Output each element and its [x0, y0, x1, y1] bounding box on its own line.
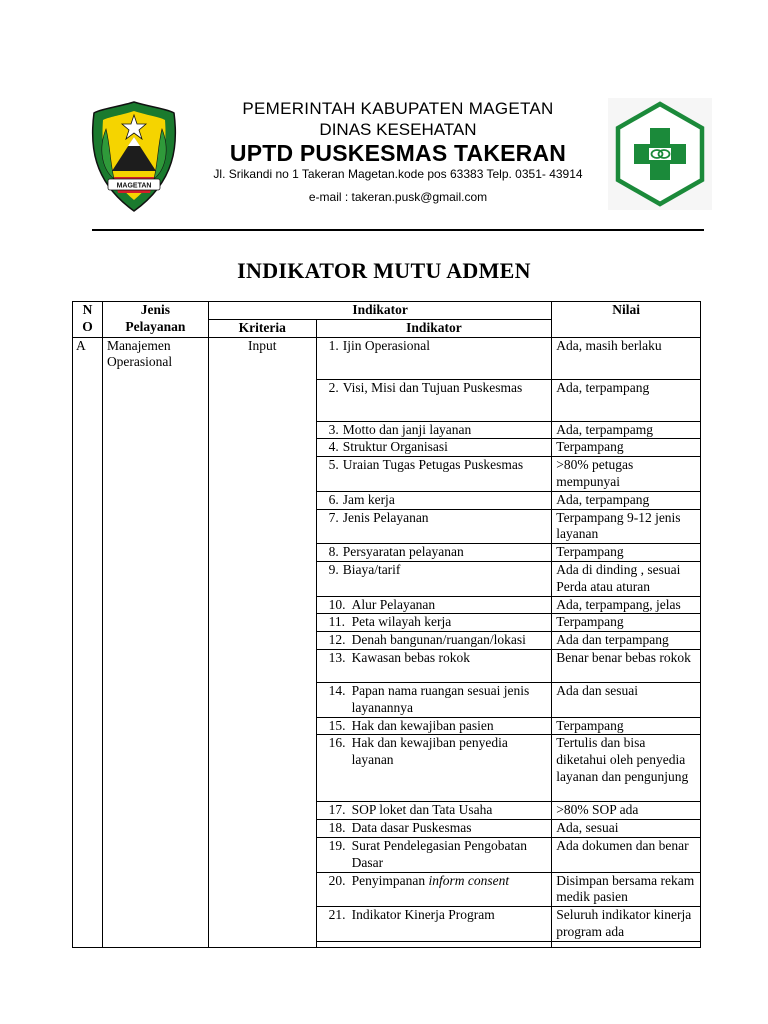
value-cell: Terpampang 9-12 jenis layanan — [552, 509, 701, 544]
table-row — [73, 337, 701, 379]
indicator-number: 11. — [328, 614, 345, 630]
value-cell: Ada dan sesuai — [552, 682, 701, 717]
indicator-cell — [316, 837, 552, 872]
indicator-text: Peta wilayah kerja — [351, 614, 452, 630]
value-cell: Ada di dinding , sesuai Perda atau aturan — [552, 561, 701, 596]
puskesmas-cross-logo-icon — [608, 98, 712, 210]
indicator-text: Hak dan kewajiban pasien — [351, 717, 494, 733]
header-indikator: Indikator — [316, 319, 552, 337]
indicator-number: 16. — [328, 735, 346, 751]
value-cell: Terpampang — [552, 439, 701, 457]
indicator-cell — [316, 457, 552, 492]
indicator-text: Penyimpanan inform consent — [351, 872, 510, 888]
indicator-cell — [316, 802, 552, 820]
indicator-cell — [316, 872, 552, 907]
value-cell: Tertulis dan bisa diketahui oleh penyedia layanan dan pengunjung — [552, 735, 701, 802]
indicator-cell — [316, 491, 552, 509]
indicator-cell — [316, 907, 552, 942]
email-line: e-mail : takeran.pusk@gmail.com — [308, 190, 488, 204]
indicator-cell — [316, 379, 552, 421]
indicator-text: Visi, Misi dan Tujuan Puskesmas — [342, 379, 523, 395]
indicator-cell — [316, 649, 552, 682]
value-cell: Disimpan bersama rekam medik pasien — [552, 872, 701, 907]
indicator-text: Uraian Tugas Petugas Puskesmas — [342, 457, 524, 473]
indicator-cell — [316, 717, 552, 735]
organization-name: UPTD PUSKESMAS TAKERAN — [229, 140, 567, 166]
indicator-text: Jam kerja — [342, 491, 395, 507]
indicator-cell — [316, 544, 552, 562]
header-no: N O — [73, 302, 103, 338]
indicator-text: Motto dan janji layanan — [342, 421, 472, 437]
indicator-text: Kawasan bebas rokok — [351, 649, 471, 665]
value-cell: Terpampang — [552, 717, 701, 735]
indicator-cell — [316, 632, 552, 650]
value-cell: Benar benar bebas rokok — [552, 649, 701, 682]
magetan-regency-emblem-icon — [88, 99, 180, 214]
indicator-number: 1. — [328, 337, 339, 353]
indicator-number: 18. — [328, 820, 346, 836]
indicator-number: 14. — [328, 682, 346, 698]
empty-cell — [316, 941, 552, 947]
header-jenis-pelayanan: Jenis Pelayanan — [102, 302, 208, 338]
indicator-number: 5. — [328, 457, 339, 473]
value-cell: Ada, terpampang, jelas — [552, 596, 701, 614]
indicator-number: 2. — [328, 379, 339, 395]
indicator-number: 13. — [328, 649, 346, 665]
indicator-cell — [316, 614, 552, 632]
section-number: A — [73, 337, 103, 947]
indicator-cell — [316, 421, 552, 439]
government-name: PEMERINTAH KABUPATEN MAGETAN — [242, 99, 554, 118]
indicator-cell — [316, 509, 552, 544]
indicator-text: Alur Pelayanan — [351, 596, 436, 612]
indicator-text: Surat Pendelegasian Pengobatan Dasar — [351, 837, 528, 870]
indicator-cell — [316, 439, 552, 457]
indicator-table-wrapper — [72, 301, 701, 948]
indicator-text: Ijin Operasional — [342, 337, 431, 353]
indicator-number: 21. — [328, 907, 346, 923]
value-cell: Ada, terpampang — [552, 379, 701, 421]
indicator-italic-term: inform consent — [428, 872, 510, 888]
address-line: Jl. Srikandi no 1 Takeran Magetan.kode pos 63383 Telp. 0351- 43914 — [213, 167, 583, 181]
indicator-text: Indikator Kinerja Program — [351, 907, 495, 923]
indicator-number: 7. — [328, 509, 339, 525]
value-cell: Ada, sesuai — [552, 820, 701, 838]
indicator-number: 12. — [328, 632, 346, 648]
indicator-text: Struktur Organisasi — [342, 439, 448, 455]
indicator-text: Biaya/tarif — [342, 561, 401, 577]
indicator-cell — [316, 337, 552, 379]
indicator-cell — [316, 820, 552, 838]
indicator-number: 20. — [328, 872, 346, 888]
indicator-text: Hak dan kewajiban penyedia layanan — [351, 735, 508, 768]
indicator-number: 6. — [328, 491, 339, 507]
indicator-cell — [316, 561, 552, 596]
indicator-text: Persyaratan pelayanan — [342, 544, 464, 560]
indicator-text: Papan nama ruangan sesuai jenis layanannya — [351, 682, 530, 715]
header-kriteria: Kriteria — [208, 319, 316, 337]
header-nilai: Nilai — [552, 302, 701, 338]
value-cell: Ada, masih berlaku — [552, 337, 701, 379]
indicator-text: Data dasar Puskesmas — [351, 820, 472, 836]
indicator-number: 10. — [328, 596, 346, 612]
header-indikator-group: Indikator — [208, 302, 551, 320]
value-cell: >80% petugas mempunyai — [552, 457, 701, 492]
value-cell: Ada dokumen dan benar — [552, 837, 701, 872]
value-cell: Seluruh indikator kinerja program ada — [552, 907, 701, 942]
value-cell: Terpampang — [552, 614, 701, 632]
indicator-number: 3. — [328, 421, 339, 437]
document-title: INDIKATOR MUTU ADMEN — [237, 258, 531, 283]
indicator-number: 17. — [328, 802, 346, 818]
indicator-number: 15. — [328, 717, 346, 733]
logo-banner-text: MAGETAN — [116, 182, 152, 190]
indicator-cell — [316, 735, 552, 802]
empty-cell — [552, 941, 701, 947]
indicator-cell — [316, 682, 552, 717]
indicator-number: 8. — [328, 544, 339, 560]
indicator-table-body — [73, 337, 701, 947]
indicator-text: SOP loket dan Tata Usaha — [351, 802, 493, 818]
value-cell: Ada, terpampang — [552, 491, 701, 509]
indicator-table — [72, 301, 701, 948]
section-criteria: Input — [208, 337, 316, 947]
indicator-cell — [316, 596, 552, 614]
department-name: DINAS KESEHATAN — [319, 120, 477, 139]
indicator-text: Denah bangunan/ruangan/lokasi — [351, 632, 526, 648]
value-cell: >80% SOP ada — [552, 802, 701, 820]
indicator-number: 4. — [328, 439, 339, 455]
indicator-text: Jenis Pelayanan — [342, 509, 429, 525]
letterhead-divider — [92, 229, 704, 231]
section-service-type: Manajemen Operasional — [102, 337, 208, 947]
indicator-number: 9. — [328, 561, 339, 577]
indicator-number: 19. — [328, 837, 346, 853]
value-cell: Ada, terpampamg — [552, 421, 701, 439]
value-cell: Terpampang — [552, 544, 701, 562]
value-cell: Ada dan terpampang — [552, 632, 701, 650]
